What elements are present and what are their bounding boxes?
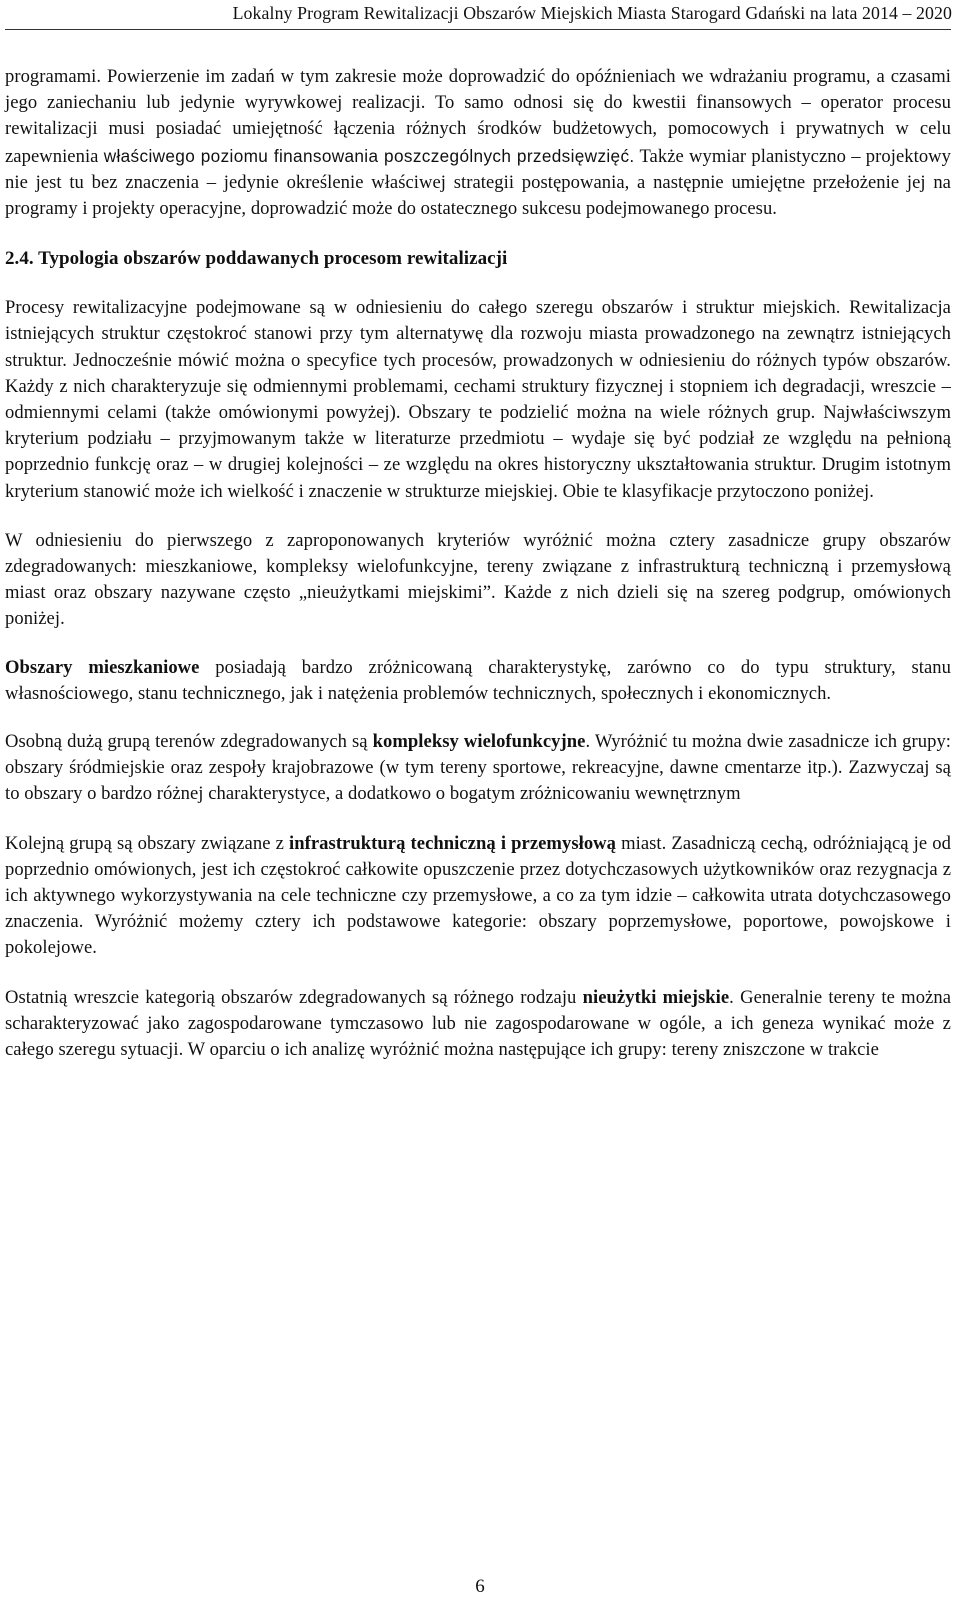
term-wasteland: nieużytki miejskie [582, 986, 730, 1008]
header-divider [5, 29, 951, 30]
paragraph-residential [5, 655, 951, 707]
page-number: 6 [475, 1576, 485, 1597]
paragraph-wasteland [5, 985, 951, 1064]
term-multifunctional: kompleksy wielofunkcyjne [372, 731, 586, 753]
paragraph-infrastructure-text-1: Kolejną grupą są obszary związane z [5, 832, 290, 854]
paragraph-infrastructure [5, 831, 951, 962]
paragraph-residential-text: posiadają bardzo zróżnicowaną charakterystykę, zarówno co do typu struktury, stanu własnościowego, stanu technicznego, jak i natężenia problemów technicznych, społecznych i ekonomicznych. [5, 656, 951, 704]
paragraph-operator-sans-text: właściwego poziomu finansowania poszczególnych przedsięwzięć. [103, 145, 635, 166]
running-header-title: Lokalny Program Rewitalizacji Obszarów Miejskich Miasta Starogard Gdański na lata 2014 – 2020 [232, 3, 952, 23]
paragraph-operator-text-2: Także wymiar planistyczno – projektowy nie jest tu bez znaczenia – jedynie określenie właściwej strategii postępowania, a następnie umiejętne przełożenie jej na programy i projekty operacyjne, doprowadzić może do ostatecznego sukcesu podejmowanego procesu. [5, 145, 951, 220]
paragraph-criteria: W odniesieniu do pierwszego z zaproponowanych kryteriów wyróżnić można cztery zasadnicze grupy obszarów zdegradowanych: mieszkaniowe, kompleksy wielofunkcyjne, tereny związane z infrastrukturą techniczną i przemysłową miast oraz obszary nazywane często „nieużytkami miejskimi”. Każde z nich dzieli się na szereg podgrup, omówionych poniżej. [5, 529, 951, 630]
paragraph-infrastructure-text-2: miast. Zasadniczą cechą, odróżniającą je od poprzednio omówionych, jest ich częstokroć całkowite opuszczenie przez dotychczasowych użytkowników oraz rezygnacja z ich aktywnego wykorzystywania na cele techniczne czy przemysłowe, a co za tym idzie – całkowita utrata dotychczasowego znaczenia. Wyróżnić możemy cztery ich podstawowe kategorie: obszary poprzemysłowe, poportowe, powojskowe i pokolejowe. [5, 832, 951, 959]
term-residential: Obszary mieszkaniowe [5, 656, 200, 678]
paragraph-multifunctional-text-1: Osobną dużą grupą terenów zdegradowanych są [5, 731, 373, 753]
paragraph-operator-text-1: programami. Powierzenie im zadań w tym zakresie może doprowadzić do opóźnieniach we wdrażaniu programu, a czasami jego zaniechaniu lub jedynie wyrywkowej realizacji. To samo odnosi się do kwestii finansowych – operator procesu rewitalizacji musi posiadać umiejętność łączenia różnych środków budżetowych, pomocowych i prywatnych w celu zapewnienia [5, 66, 951, 167]
paragraph-multifunctional [5, 729, 951, 808]
page-header [0, 0, 960, 38]
paragraph-wasteland-text-1: Ostatnią wreszcie kategorią obszarów zdegradowanych są różnego rodzaju [5, 986, 583, 1008]
paragraph-wasteland-text-2: . Generalnie tereny te można scharakteryzować jako zagospodarowane tymczasowo lub nie zagospodarowane w ogóle, a ich geneza wynikać może z całego szeregu sytuacji. W oparciu o ich analizę wyróżnić można następujące ich grupy: tereny zniszczone w trakcie [5, 986, 951, 1061]
paragraph-operator [5, 64, 951, 222]
paragraph-multifunctional-text-2: . Wyróżnić tu można dwie zasadnicze ich grupy: obszary śródmiejskie oraz zespoły krajobrazowe (w tym tereny sportowe, rekreacyjne, dawne cmentarze itp.). Zazwyczaj są to obszary o bardzo różnej charakterystyce, a dodatkowo o bogatym zróżnicowaniu wewnętrznym [5, 731, 952, 805]
paragraph-typology: Procesy rewitalizacyjne podejmowane są w odniesieniu do całego szeregu obszarów i struktur miejskich. Rewitalizacja istniejących struktur częstokroć stanowi przy tym alternatywę dla rozwoju miasta prowadzonego na zewnątrz istniejących struktur. Jednocześnie mówić można o specyfice tych procesów, prowadzonych w odniesieniu do różnych typów obszarów. Każdy z nich charakteryzuje się odmiennymi problemami, cechami struktury fizycznej i stopniem ich degradacji, wreszcie – odmiennymi celami (także omówionymi powyżej). Obszary te podzielić można na wiele różnych grup. Najwłaściwszym kryterium podziału – przyjmowanym także w literaturze przedmiotu – wydaje się być podział ze względu na pełnioną poprzednio funkcję oraz – w drugiej kolejności – ze względu na okres historyczny ukształtowania struktur. Drugim istotnym kryterium stanowić może ich wielkość i znaczenie w strukturze miejskiej. Obie te klasyfikacje przytoczono poniżej. [5, 297, 951, 502]
term-infrastructure: infrastrukturą techniczną i przemysłową [289, 832, 616, 854]
document-body [5, 64, 951, 1063]
section-heading: 2.4. Typologia obszarów poddawanych procesom rewitalizacji [5, 248, 508, 270]
